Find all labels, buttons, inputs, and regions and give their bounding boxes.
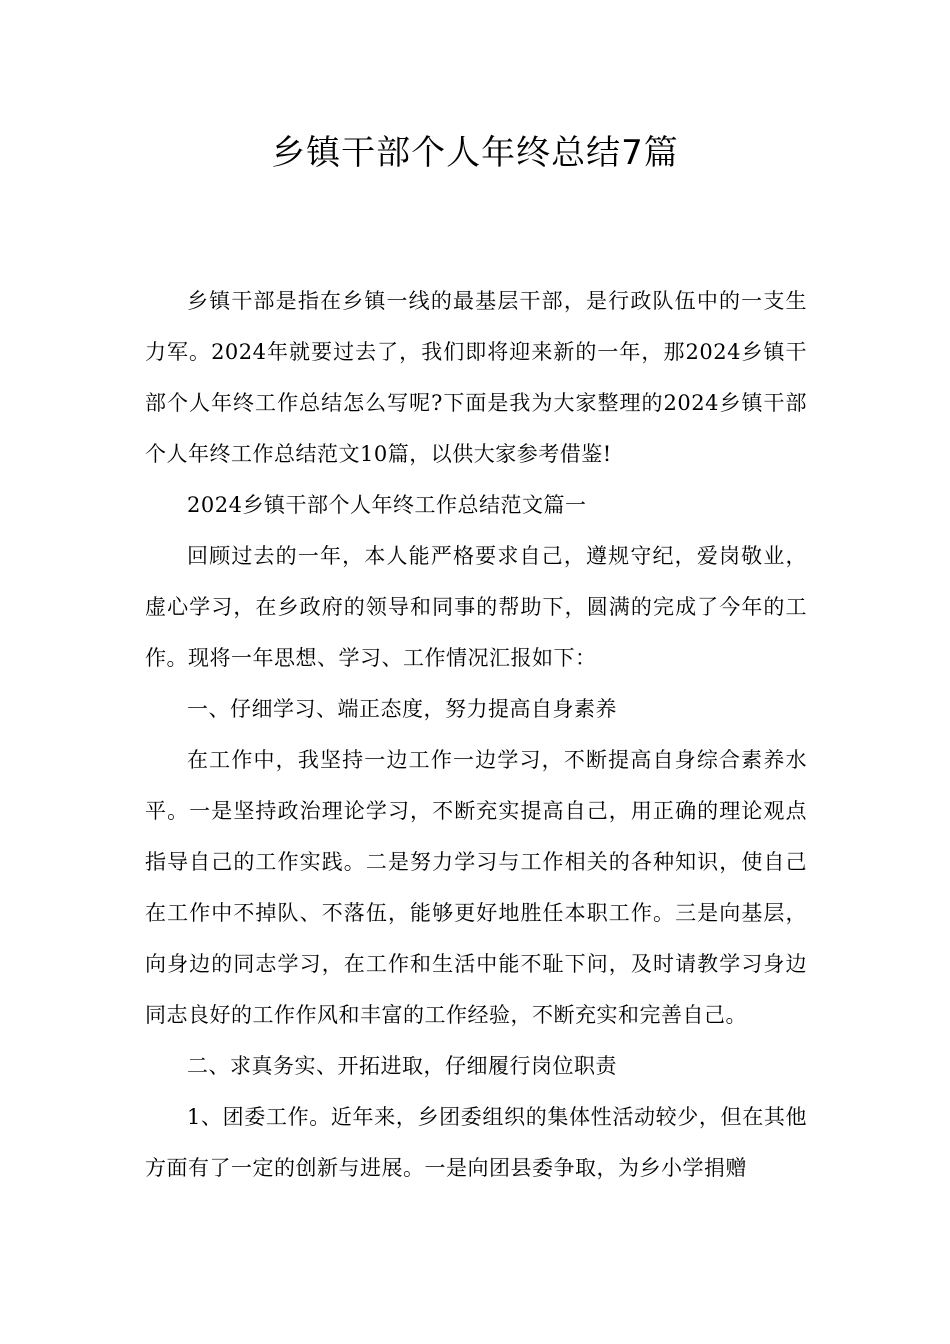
paragraph-section-heading: 2024乡镇干部个人年终工作总结范文篇一 xyxy=(187,493,587,517)
paragraph-youth-league: 1、团委工作。近年来，乡团委组织的集体性活动较少，但在其他方面有了一定的创新与进展。一是向团县委争取，为乡小学捐赠 xyxy=(145,1105,807,1180)
paragraph-intro: 乡镇干部是指在乡镇一线的最基层干部，是行政队伍中的一支生力军。2024年就要过去了，我们即将迎来新的一年，那2024乡镇干部个人年终工作总结怎么写呢?下面是我为大家整理的2024乡镇干部个人年终工作总结范文10篇，以供大家参考借鉴! xyxy=(145,289,807,466)
document-title: 乡镇干部个人年终总结7篇 xyxy=(271,133,679,173)
document-body xyxy=(145,276,807,1194)
paragraph-review: 回顾过去的一年，本人能严格要求自己，遵规守纪，爱岗敬业，虚心学习，在乡政府的领导和同事的帮助下，圆满的完成了今年的工作。现将一年思想、学习、工作情况汇报如下： xyxy=(145,544,807,670)
paragraph-heading-two: 二、求真务实、开拓进取，仔细履行岗位职责 xyxy=(187,1054,617,1078)
paragraph-study: 在工作中，我坚持一边工作一边学习，不断提高自身综合素养水平。一是坚持政治理论学习，不断充实提高自己，用正确的理论观点指导自己的工作实践。二是努力学习与工作相关的各种知识，使自己在工作中不掉队、不落伍，能够更好地胜任本职工作。三是向基层，向身边的同志学习，在工作和生活中能不耻下问，及时请教学习身边同志良好的工作作风和丰富的工作经验，不断充实和完善自己。 xyxy=(145,748,807,1027)
paragraph-heading-one: 一、仔细学习、端正态度，努力提高自身素养 xyxy=(187,697,617,721)
